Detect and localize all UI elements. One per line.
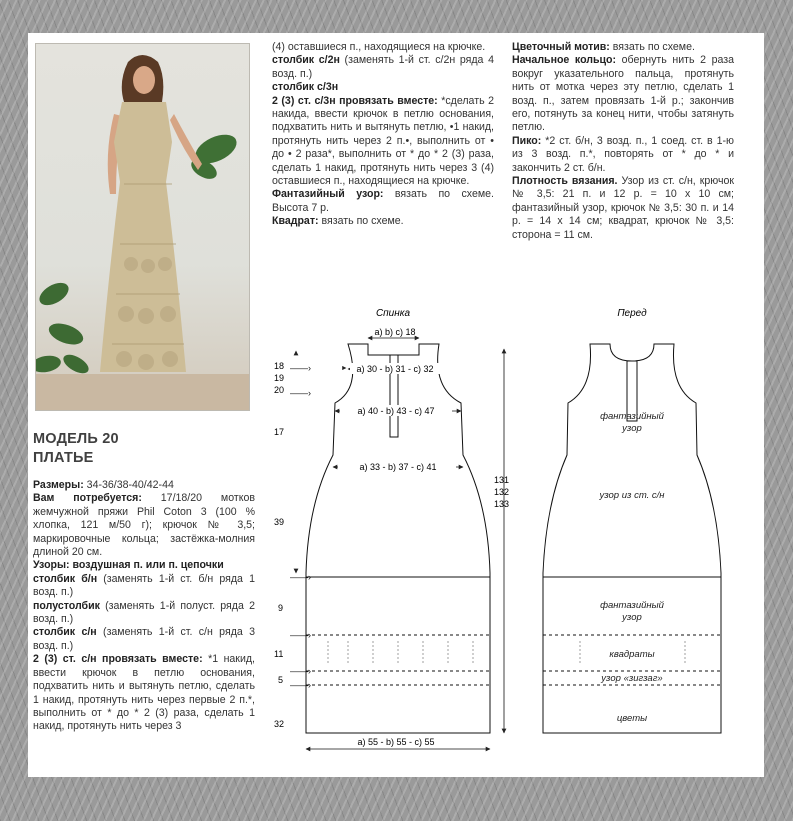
instruction-text: (заменять 1-й ст. б/н ряда 1 возд. п.) <box>33 572 255 599</box>
svg-text:——›: ——› <box>290 388 311 398</box>
instruction-term: столбик б/н <box>33 572 98 585</box>
instruction-text: 17/18/20 мотков жемчужной пряжи Phil Coton 3 (100 % хлопка, 121 м/50 г); крючок № 3,5; маркировочные кольца; застёжка-молния длиной 20 см. <box>33 492 255 559</box>
svg-text:——›: ——› <box>290 630 311 640</box>
instruction-text: *2 ст. б/н, 3 возд. п., 1 соед. ст. в 1-ю из 3 возд. п.*, повторять от * до * и закончить 2 ст. б/н. <box>512 134 734 174</box>
instruction-text: (4) оставшиеся п., находящиеся на крючке. <box>272 41 486 53</box>
instruction-term: Пико: <box>512 134 542 147</box>
svg-text:——›: ——› <box>290 363 311 373</box>
zone-flowers: цветы <box>616 713 648 724</box>
zone-fancy-2b: узор <box>622 612 642 623</box>
back-width-2: a) 40 - b) 43 - c) 47 <box>357 406 435 416</box>
instruction-text: (заменять 1-й ст. с/2н ряда 4 возд. п.) <box>272 54 494 80</box>
svg-text:32: 32 <box>274 719 285 729</box>
magazine-page <box>28 33 764 777</box>
svg-text:133: 133 <box>494 499 510 509</box>
back-label: Спинка <box>375 308 411 319</box>
instruction-term: 2 (3) ст. с/н провязать вместе: <box>33 653 203 666</box>
back-width-1: a) 30 - b) 31 - c) 32 <box>356 364 434 374</box>
instruction-text: 34-36/38-40/42-44 <box>83 479 174 491</box>
svg-text:132: 132 <box>494 487 510 497</box>
back-neck-width: a) b) c) 18 <box>374 327 416 337</box>
zone-dc: узор из ст. с/н <box>599 490 665 501</box>
zone-fancy-2: фантазийный <box>600 600 664 611</box>
svg-text:——›: ——› <box>290 680 311 690</box>
instruction-text: *1 накид, ввести крючок в петлю основания, подхватить нить и вытянуть петлю, сделать 1 накид, протянуть нить через первые 2 п.*, выполнить от * до * 2 (3) раза, сделать 1 накид, протянуть нить через 3 <box>33 653 255 733</box>
instruction-term: Размеры: <box>33 479 84 491</box>
instruction-term: полустолбик <box>33 599 100 612</box>
svg-text:18: 18 <box>274 361 285 371</box>
back-width-4: a) 55 - b) 55 - c) 55 <box>357 737 435 747</box>
instruction-term: Плотность вязания. <box>512 175 618 188</box>
svg-text:——›: ——› <box>290 572 311 582</box>
svg-text:20: 20 <box>274 385 285 395</box>
instruction-term: столбик с/3н <box>272 81 339 94</box>
instruction-term: столбик с/2н <box>272 54 340 67</box>
svg-text:11: 11 <box>274 649 284 659</box>
svg-text:17: 17 <box>274 427 285 437</box>
back-piece <box>306 344 490 733</box>
zone-squares: квадраты <box>609 649 655 660</box>
back-width-3: a) 33 - b) 37 - c) 41 <box>359 462 437 472</box>
total-height-labels <box>494 475 509 509</box>
svg-text:9: 9 <box>278 603 284 613</box>
instruction-text: Узор из ст. с/н, крючок № 3,5: 21 п. и 12 р. = 10 х 10 см; фантазийный узор, крючок № 3,5: 30 п. и 14 р. = 14 х 14 см; квадрат, крючок № 3,5: сторона = 11 см. <box>512 175 734 241</box>
svg-text:39: 39 <box>274 517 285 527</box>
model-name: ПЛАТЬЕ <box>33 450 94 466</box>
instruction-text: вязать по схеме. <box>609 41 695 53</box>
instruction-text: *сделать 2 накида, ввести крючок в петлю основания, подхватить нить и вытянуть петлю, •1 накид, протянуть нить через 2 п.•, выполнить от • до • 2 раза*, выполнить от * до * 2 (3) раза, сделать 1 накид, протянуть нить через 3 (4) оставшиеся п., находящиеся на крючке. <box>272 94 494 188</box>
zone-fancy-1b: узор <box>622 423 642 434</box>
instruction-text: (заменять 1-й ст. с/н ряда 3 возд. п.) <box>33 626 256 652</box>
front-label: Перед <box>617 308 647 319</box>
instruction-term: Квадрат: <box>272 215 319 228</box>
left-dimension-labels <box>274 361 284 729</box>
model-number: МОДЕЛЬ 20 <box>33 431 119 447</box>
instruction-term: Начальное кольцо: <box>512 54 617 67</box>
instruction-text: вязать по схеме. Высота 7 р. <box>272 188 494 214</box>
instruction-term: Вам потребуется: <box>33 492 142 505</box>
instruction-term: 2 (3) ст. с/3н провязать вместе: <box>272 94 438 107</box>
pattern-schematic <box>28 33 764 777</box>
svg-text:——›: ——› <box>290 666 311 676</box>
instruction-text: обернуть нить 2 раза вокруг указательного пальца, протянуть нить от мотка через эту петлю, сделать 1 возд. п., затем провязать 1-й р.; закончив его, потянуть за конец нити, чтобы затянуть петлю. <box>512 54 734 134</box>
zone-fancy-1: фантазийный <box>600 411 664 422</box>
zone-zigzag: узор «зигзаг» <box>601 673 663 684</box>
instruction-term: Узоры: воздушная п. или п. цепочки <box>33 559 224 572</box>
instruction-term: Фантазийный узор: <box>272 188 384 201</box>
instruction-term: столбик с/н <box>33 626 97 639</box>
svg-text:5: 5 <box>278 675 284 685</box>
svg-text:131: 131 <box>494 475 510 485</box>
instruction-text: (заменять 1-й полуст. ряда 2 возд. п.) <box>33 599 255 626</box>
instruction-term: Цветочный мотив: <box>512 41 610 53</box>
instruction-text: вязать по схеме. <box>318 215 404 228</box>
svg-text:19: 19 <box>274 373 285 383</box>
